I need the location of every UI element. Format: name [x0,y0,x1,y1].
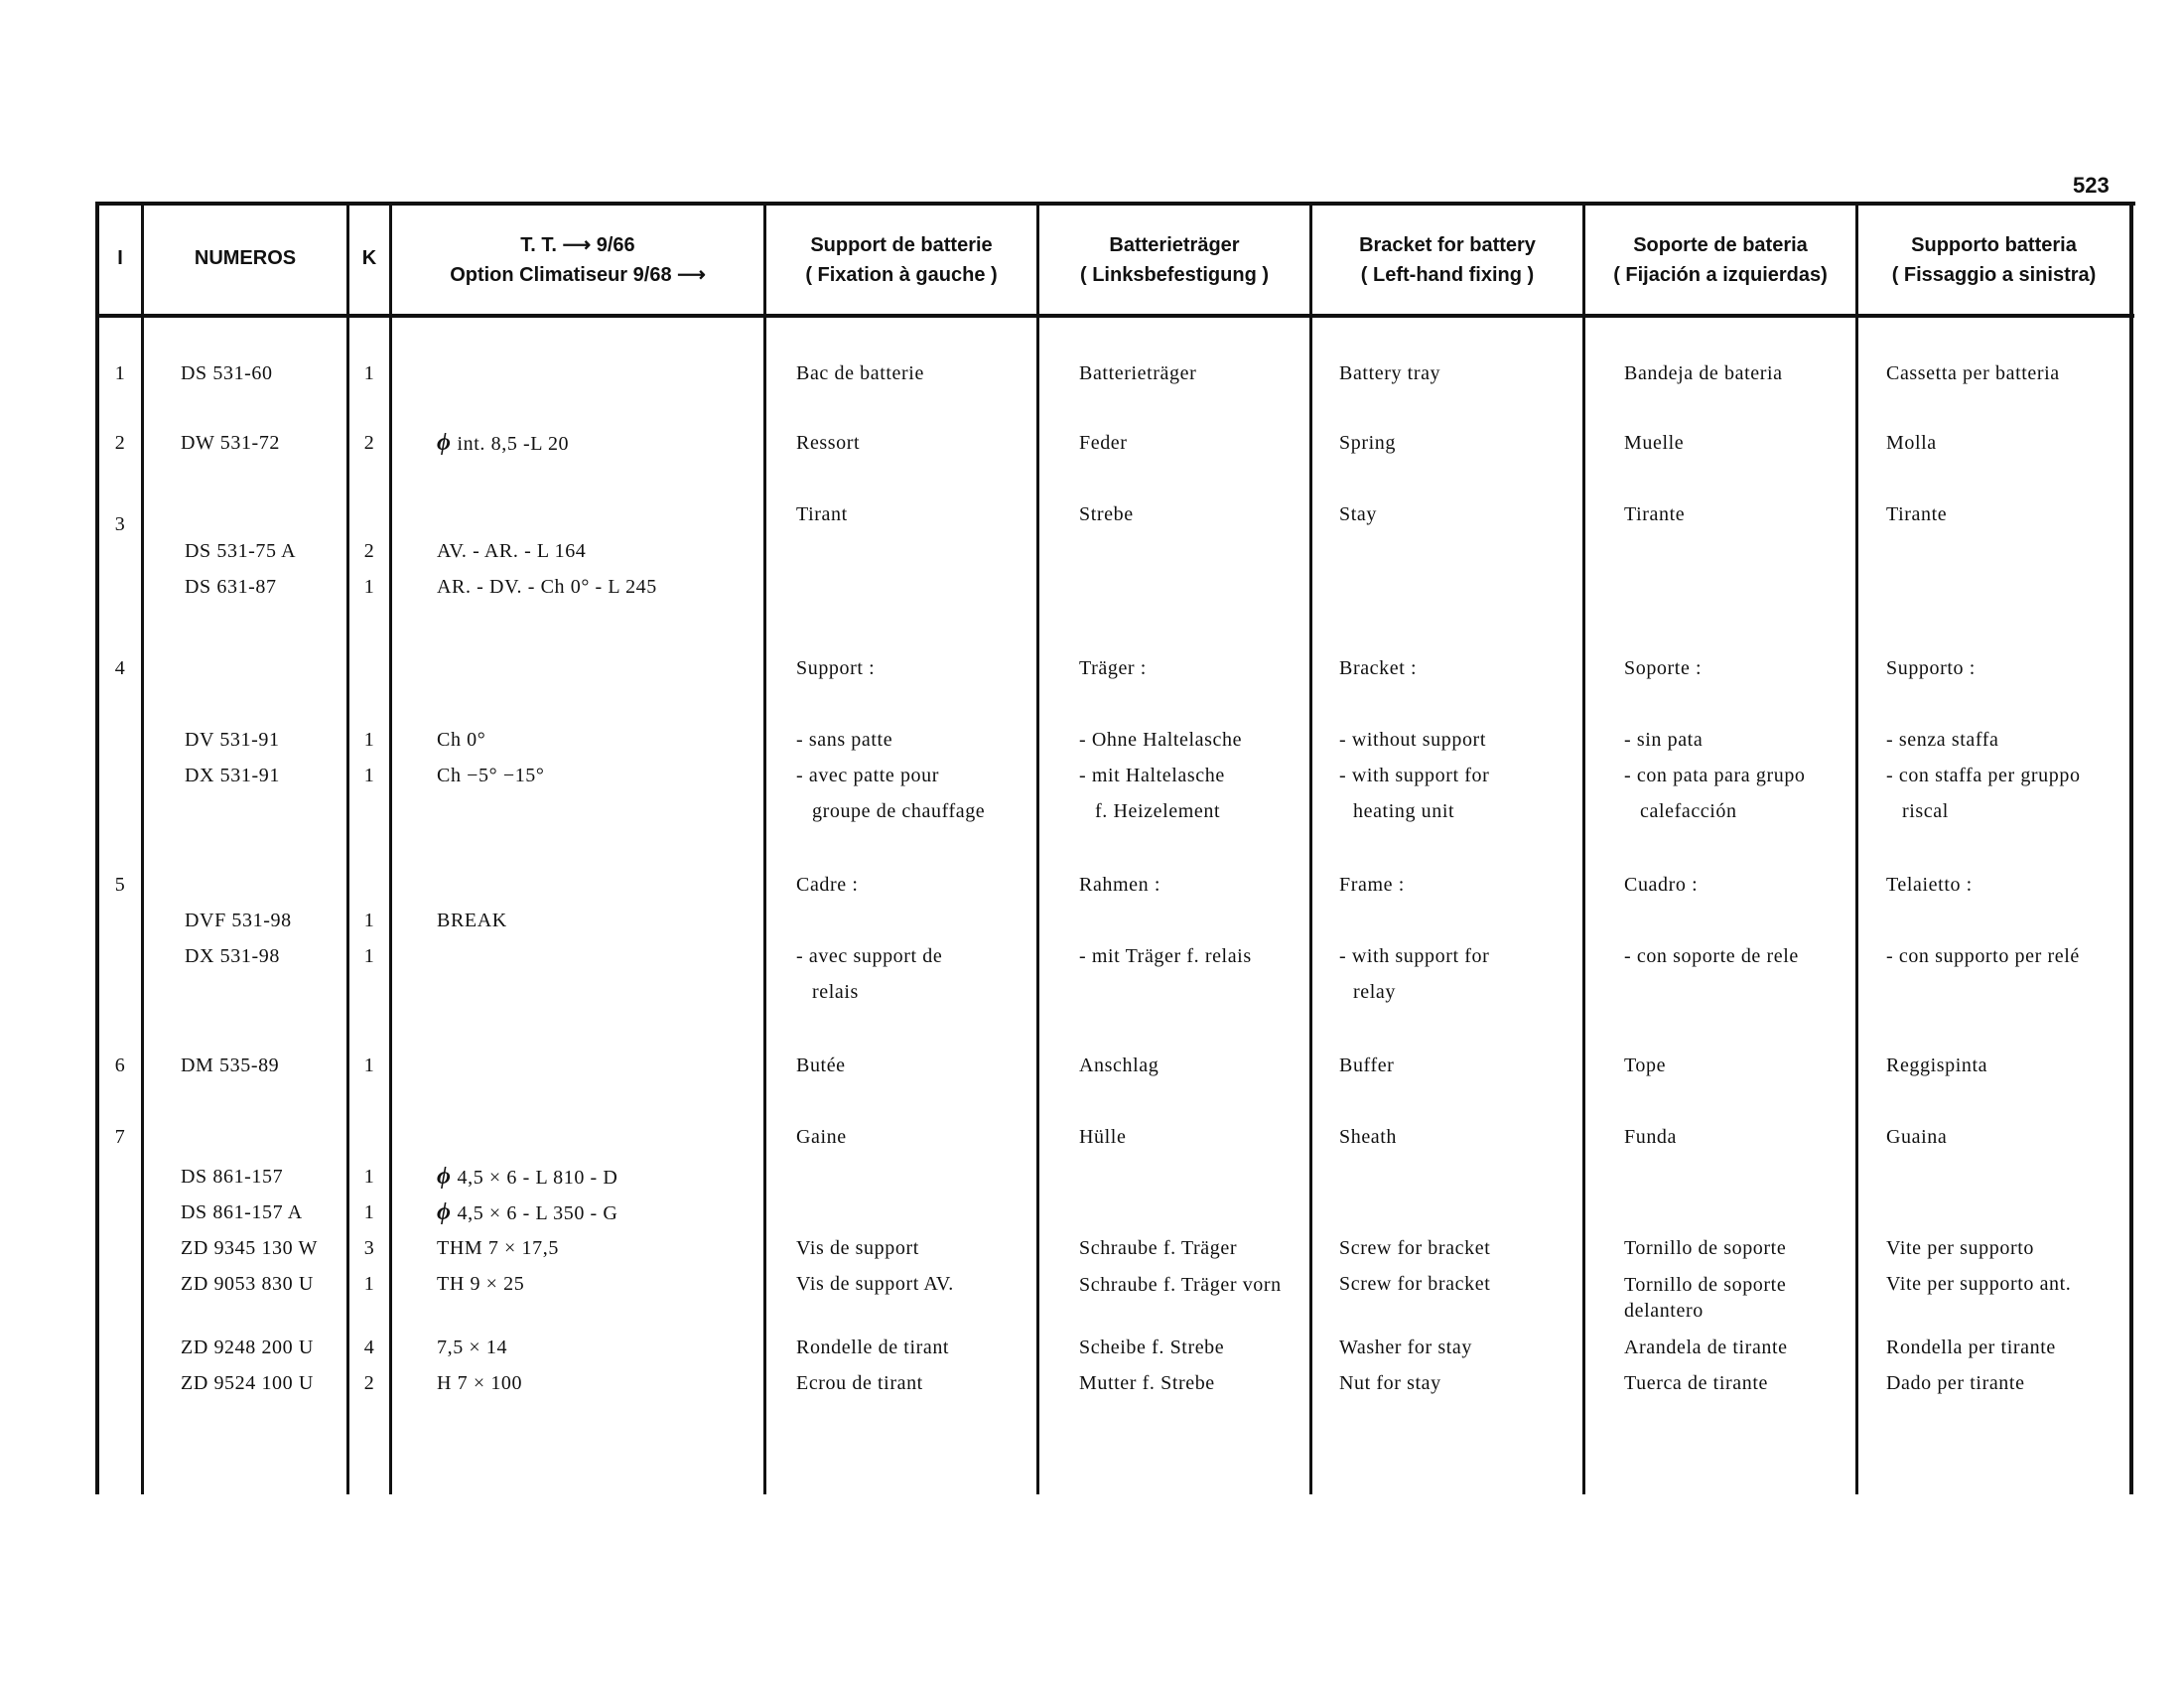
spec: Ch −5° −15° [437,765,545,786]
description-fr: Cadre : [796,874,859,896]
spec: BREAK [437,910,507,931]
quantity: 3 [363,1237,375,1259]
quantity: 2 [363,432,375,454]
header-es-line2: ( Fijación a izquierdas) [1613,264,1828,286]
description-es: Tornillo de soporte delantero [1624,1274,1787,1322]
header-index: I [117,247,123,269]
description-fr: - avec patte pour [796,765,940,786]
description-es: Funda [1624,1126,1677,1148]
diameter-symbol: ϕ [437,430,452,456]
description-en: Screw for bracket [1339,1273,1491,1295]
row-index: 4 [114,657,126,679]
description-es: - con soporte de rele [1624,945,1799,967]
description-es: calefacción [1640,800,1737,822]
description-it: Guaina [1886,1126,1948,1148]
description-en: relay [1353,981,1396,1003]
row-index: 6 [114,1055,126,1076]
part-number: DVF 531-98 [185,910,292,931]
header-es-line1: Soporte de bateria [1633,234,1808,256]
description-en: Bracket : [1339,657,1418,679]
description-en: Buffer [1339,1055,1395,1076]
spec [437,1195,617,1231]
column-rule [763,204,766,1494]
quantity: 1 [363,729,375,751]
quantity: 2 [363,1372,375,1394]
description-en: - with support for [1339,945,1490,967]
quantity: 1 [363,945,375,967]
description-de: - mit Träger f. relais [1079,945,1252,967]
part-number: DX 531-91 [185,765,280,786]
description-es: Cuadro : [1624,874,1699,896]
description-de: Feder [1079,432,1128,454]
column-rule [1036,204,1039,1494]
header-en-line2: ( Left-hand fixing ) [1360,264,1535,286]
description-it: - con staffa per gruppo [1886,765,2081,786]
description-it: - con supporto per relé [1886,945,2080,967]
spec-text: 4,5 × 6 - L 350 - G [457,1202,618,1224]
spec [437,1159,617,1196]
part-number: ZD 9248 200 U [181,1336,314,1358]
header-bottom-rule [99,314,2134,318]
header-tt-line2: Option Climatiseur 9/68 ⟶ [450,264,706,286]
row-index: 5 [114,874,126,896]
column-rule [141,204,144,1494]
part-number: DX 531-98 [185,945,280,967]
quantity: 1 [363,362,375,384]
description-en: Washer for stay [1339,1336,1473,1358]
description-en: - with support for [1339,765,1490,786]
description-fr: groupe de chauffage [812,800,986,822]
description-it: Vite per supporto ant. [1886,1273,2072,1295]
description-en: Screw for bracket [1339,1237,1491,1259]
description-fr: Vis de support AV. [796,1273,954,1295]
header-k: K [361,247,377,269]
header-numeros: NUMEROS [194,247,297,269]
description-es: - con pata para grupo [1624,765,1806,786]
row-index: 7 [114,1126,126,1148]
spec: H 7 × 100 [437,1372,523,1394]
description-it: Dado per tirante [1886,1372,2025,1394]
part-number: DS 531-75 A [185,540,297,562]
quantity: 1 [363,1166,375,1188]
description-de: Träger : [1079,657,1147,679]
diameter-symbol: ϕ [437,1164,452,1190]
description-fr: Rondelle de tirant [796,1336,950,1358]
quantity: 1 [363,576,375,598]
description-de: Rahmen : [1079,874,1161,896]
description-en: Spring [1339,432,1396,454]
header-it-line2: ( Fissaggio a sinistra) [1891,264,2097,286]
page-number: 523 [2073,173,2110,198]
header-de [1039,230,1309,290]
description-fr: Ecrou de tirant [796,1372,923,1394]
quantity: 1 [363,1055,375,1076]
spec: THM 7 × 17,5 [437,1237,559,1259]
description-fr: Gaine [796,1126,847,1148]
part-number: DS 531-60 [181,362,273,384]
spec: AR. - DV. - Ch 0° - L 245 [437,576,657,598]
description-it: riscal [1902,800,1949,822]
spec-text: int. 8,5 -L 20 [457,433,570,455]
part-number: DS 631-87 [185,576,277,598]
description-de: Scheibe f. Strebe [1079,1336,1225,1358]
header-fr-line1: Support de batterie [810,234,993,256]
description-fr: Support : [796,657,876,679]
description-it: - senza staffa [1886,729,1999,751]
description-de: Schraube f. Träger [1079,1237,1238,1259]
row-index: 2 [114,432,126,454]
spec: TH 9 × 25 [437,1273,525,1295]
description-de: Mutter f. Strebe [1079,1372,1215,1394]
row-index: 1 [114,362,126,384]
quantity: 1 [363,910,375,931]
description-fr: relais [812,981,859,1003]
part-number: DM 535-89 [181,1055,280,1076]
description-en: Battery tray [1339,362,1441,384]
header-de-line2: ( Linksbefestigung ) [1080,264,1269,286]
description-en: Frame : [1339,874,1405,896]
spec: 7,5 × 14 [437,1336,508,1358]
part-number: DS 861-157 [181,1166,284,1188]
part-number: DS 861-157 A [181,1201,303,1223]
description-it: Tirante [1886,503,1948,525]
quantity: 4 [363,1336,375,1358]
description-en: Stay [1339,503,1377,525]
description-fr: Bac de batterie [796,362,924,384]
part-number: ZD 9345 130 W [181,1237,318,1259]
column-rule [1582,204,1585,1494]
description-fr: Ressort [796,432,861,454]
column-rule [1309,204,1312,1494]
description-de: Strebe [1079,503,1134,525]
description-fr: Vis de support [796,1237,919,1259]
description-es: Muelle [1624,432,1685,454]
header-it [1858,230,2129,290]
header-fr-line2: ( Fixation à gauche ) [805,264,998,286]
description-es: Tope [1624,1055,1667,1076]
description-de: Schraube f. Träger vorn [1079,1274,1282,1296]
header-it-line1: Supporto batteria [1911,234,2077,256]
description-fr: Tirant [796,503,848,525]
description-it: Molla [1886,432,1937,454]
diameter-symbol: ϕ [437,1199,452,1225]
quantity: 2 [363,540,375,562]
part-number: ZD 9524 100 U [181,1372,314,1394]
description-es: Soporte : [1624,657,1703,679]
description-it: Vite per supporto [1886,1237,2034,1259]
description-de: Anschlag [1079,1055,1160,1076]
description-es: Arandela de tirante [1624,1336,1788,1358]
description-en: Nut for stay [1339,1372,1441,1394]
header-fr [766,230,1036,290]
description-it: Telaietto : [1886,874,1973,896]
column-rule [95,204,99,1494]
header-es [1585,230,1855,290]
description-fr: Butée [796,1055,846,1076]
description-it: Cassetta per batteria [1886,362,2060,384]
quantity: 1 [363,1201,375,1223]
part-number: DW 531-72 [181,432,281,454]
column-rule [389,204,392,1494]
header-de-line1: Batterieträger [1109,234,1240,256]
description-en: - without support [1339,729,1486,751]
table-top-rule [95,202,2135,206]
description-de: f. Heizelement [1095,800,1221,822]
part-number: ZD 9053 830 U [181,1273,314,1295]
header-tt-line1: T. T. ⟶ 9/66 [520,234,635,256]
description-es: Tuerca de tirante [1624,1372,1768,1394]
quantity: 1 [363,765,375,786]
description-fr: - avec support de [796,945,943,967]
description-es: Tornillo de soporte [1624,1237,1787,1259]
column-rule [2129,204,2133,1494]
description-it: Rondella per tirante [1886,1336,2056,1358]
header-tt [392,230,763,290]
description-de: - Ohne Haltelasche [1079,729,1243,751]
quantity: 1 [363,1273,375,1295]
spec: Ch 0° [437,729,486,751]
spec: AV. - AR. - L 164 [437,540,587,562]
description-de: Batterieträger [1079,362,1197,384]
description-es: - sin pata [1624,729,1704,751]
header-en-line1: Bracket for battery [1359,234,1536,256]
description-it: Supporto : [1886,657,1976,679]
row-index: 3 [114,513,126,535]
description-de: Hülle [1079,1126,1127,1148]
description-en: Sheath [1339,1126,1398,1148]
description-fr: - sans patte [796,729,893,751]
spec [437,425,569,462]
description-es: Bandeja de bateria [1624,362,1783,384]
column-rule [1855,204,1858,1494]
description-en: heating unit [1353,800,1455,822]
description-es: Tirante [1624,503,1686,525]
part-number: DV 531-91 [185,729,280,751]
header-en [1312,230,1582,290]
description-it: Reggispinta [1886,1055,1988,1076]
description-de: - mit Haltelasche [1079,765,1225,786]
spec-text: 4,5 × 6 - L 810 - D [457,1167,618,1189]
